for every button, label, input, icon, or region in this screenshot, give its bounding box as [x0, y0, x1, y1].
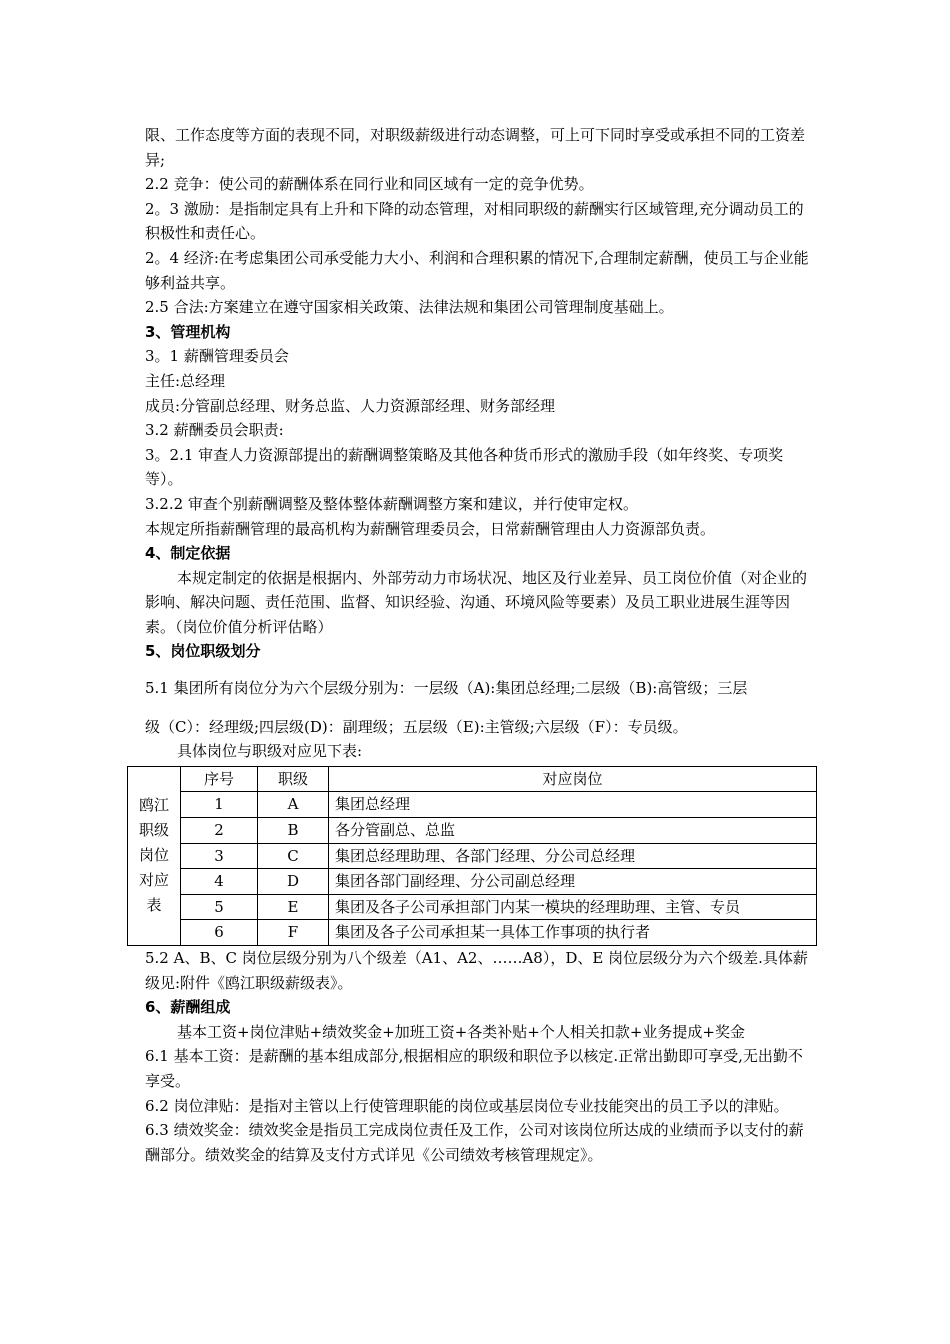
table-cell: 集团总经理: [329, 792, 817, 818]
table-side-label: 鸥江 职级 岗位 对应 表: [128, 766, 181, 945]
paragraph: 2.5 合法:方案建立在遵守国家相关政策、法律法规和集团公司管理制度基础上。: [145, 298, 674, 317]
paragraph: 6.3 绩效奖金：绩效奖金是指员工完成岗位责任及工作，公司对该岗位所达成的业绩而予以支付的薪酬部分。绩效奖金的结算及支付方式详见《公司绩效考核管理规定》。: [145, 1121, 804, 1164]
paragraph: 2。3 激励：是指制定具有上升和下降的动态管理，对相同职级的薪酬实行区域管理,充分调动员工的积极性和责任心。: [145, 199, 804, 243]
table-cell: 集团及各子公司承担部门内某一模块的经理助理、主管、专员: [329, 894, 817, 920]
paragraph: 级（C）：经理级;四层级(D)：副理级；五层级（E):主管级;六层级（F）：专员级。: [145, 717, 688, 736]
column-header: 职级: [258, 766, 329, 792]
section-heading: 5、岗位职级划分: [145, 642, 261, 661]
table-caption: 具体岗位与职级对应见下表:: [177, 742, 363, 761]
document-page: [138, 123, 815, 1167]
table-cell: 1: [181, 792, 258, 818]
paragraph: 成员:分管副总经理、财务总监、人力资源部经理、财务部经理: [145, 396, 556, 415]
table-cell: B: [258, 818, 329, 844]
rank-position-table: [127, 766, 817, 946]
table-cell: D: [258, 869, 329, 895]
section-heading: 6、薪酬组成: [145, 998, 231, 1017]
table-cell: 2: [181, 818, 258, 844]
section-heading: 3、管理机构: [145, 322, 231, 341]
section-heading: 4、制定依据: [145, 544, 231, 563]
paragraph: 6.1 基本工资：是薪酬的基本组成部分,根据相应的职级和职位予以核定.正常出勤即可享受,无出勤不享受。: [145, 1047, 803, 1090]
paragraph: 3。1 薪酬管理委员会: [145, 347, 289, 366]
table-cell: E: [258, 894, 329, 920]
paragraph: 3.2 薪酬委员会职责:: [145, 421, 284, 440]
table-cell: 集团及各子公司承担某一具体工作事项的执行者: [329, 920, 817, 946]
table-row: [128, 818, 817, 844]
table-header-row: [128, 766, 817, 792]
column-header: 序号: [181, 766, 258, 792]
paragraph: 6.2 岗位津贴：是指对主管以上行使管理职能的岗位或基层岗位专业技能突出的员工予以的津贴。: [145, 1096, 789, 1115]
table-cell: 各分管副总、总监: [329, 818, 817, 844]
table-row: [128, 894, 817, 920]
table-cell: 集团总经理助理、各部门经理、分公司总经理: [329, 843, 817, 869]
table-cell: 4: [181, 869, 258, 895]
table-cell: 5: [181, 894, 258, 920]
column-header: 对应岗位: [329, 766, 817, 792]
table-cell: 3: [181, 843, 258, 869]
table-cell: F: [258, 920, 329, 946]
paragraph: 本规定制定的依据是根据内、外部劳动力市场状况、地区及行业差异、员工岗位价值（对企业的影响、解决问题、责任范围、监督、知识经验、沟通、环境风险等要素）及员工职业进展生涯等因素。（岗位价值分析评估略）: [145, 568, 808, 636]
paragraph: 3。2.1 审查人力资源部提出的薪酬调整策略及其他各种货币形式的激励手段（如年终奖、专项奖等）。: [145, 445, 784, 489]
paragraph: 限、工作态度等方面的表现不同，对职级薪级进行动态调整，可上可下同时享受或承担不同的工资差异;: [145, 126, 806, 169]
paragraph: 本规定所指薪酬管理的最高机构为薪酬管理委员会，日常薪酬管理由人力资源部负责。: [145, 519, 716, 538]
paragraph: 5.1 集团所有岗位分为六个层级分别为：一层级（A):集团总经理;二层级（B):高管级；三层: [145, 679, 748, 698]
paragraph: 主任:总经理: [145, 371, 226, 390]
table-row: [128, 792, 817, 818]
paragraph: 2。4 经济:在考虑集团公司承受能力大小、利润和合理积累的情况下,合理制定薪酬，使员工与企业能够利益共享。: [145, 248, 809, 292]
table-cell: 6: [181, 920, 258, 946]
table-row: [128, 843, 817, 869]
table-cell: 集团各部门副经理、分公司副总经理: [329, 869, 817, 895]
table-row: [128, 869, 817, 895]
salary-formula: 基本工资+岗位津贴+绩效奖金+加班工资+各类补贴+个人相关扣款+业务提成+奖金: [177, 1022, 745, 1041]
paragraph: 5.2 A、B、C 岗位层级分别为八个级差（A1、A2、……A8），D、E 岗位层级分为六个级差.具体薪级见:附件《鸥江职级薪级表》。: [145, 949, 808, 992]
table-cell: C: [258, 843, 329, 869]
paragraph: 3.2.2 审查个别薪酬调整及整体整体薪酬调整方案和建议，并行使审定权。: [145, 494, 638, 513]
paragraph: 2.2 竞争：使公司的薪酬体系在同行业和同区域有一定的竞争优势。: [145, 175, 594, 194]
table-cell: A: [258, 792, 329, 818]
table-row: [128, 920, 817, 946]
